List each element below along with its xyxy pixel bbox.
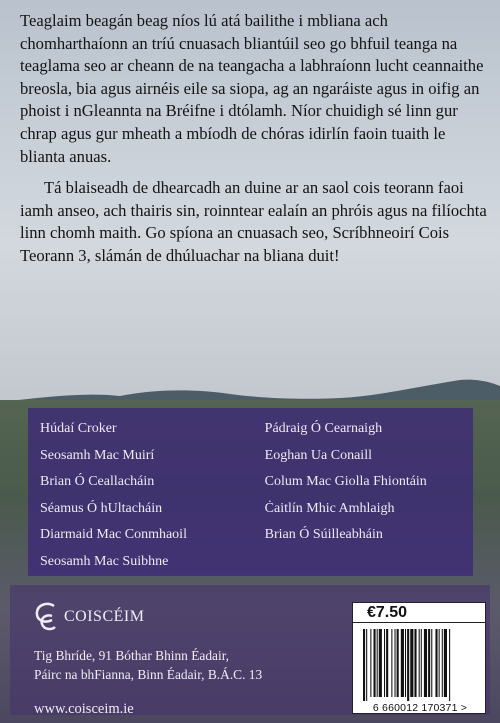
author-name: Brian Ó Ceallacháin [40, 474, 155, 489]
author-name: Ċaitlín Mhic Amhlaigh [264, 500, 395, 516]
publisher-address [34, 646, 334, 684]
author-column-right [265, 420, 460, 579]
barcode-bar [428, 629, 430, 697]
barcode-bar [370, 629, 371, 697]
author-name: Brian Ó Súilleabháin [264, 527, 383, 542]
publisher-info [34, 600, 334, 718]
barcode [352, 622, 486, 714]
author-column-left [40, 420, 265, 579]
blurb-paragraph-2: Tá blaiseadh de dhearcadh an duine ar an saol cois teorann faoi iamh anseo, ach thairis sin, roinntear ealaín an phróis agus na filíochta linn chomh maith. Go spíona an cnuasach seo, Scríbhneoirí Cois Teorann 3, slámán de dhúluachar na bliana duit! [20, 178, 487, 265]
barcode-bar [431, 629, 432, 697]
author-list [40, 420, 460, 579]
barcode-bar [414, 629, 416, 697]
publisher-logo-row [34, 600, 334, 634]
blurb-text [20, 10, 490, 268]
author-name: Diarmaid Mac Conmhaoil [40, 527, 187, 542]
barcode-bar [419, 629, 420, 697]
price-label: €7.50 [352, 602, 486, 622]
author-name: Séamus Ó hUltacháin [40, 500, 163, 516]
barcode-bar [379, 629, 382, 697]
address-line-1: Tig Bhríde, 91 Bóthar Bhinn Éadair, [34, 648, 229, 663]
barcode-bar [374, 629, 376, 697]
barcode-bar [444, 629, 447, 697]
barcode-bar [421, 629, 422, 697]
barcode-bar [442, 629, 443, 697]
barcode-bar [377, 629, 378, 697]
barcode-bar [449, 629, 450, 701]
author-name: Húdaí Croker [40, 421, 117, 436]
author-name: Seosamh Mac Suibhne [40, 553, 169, 569]
barcode-bar [424, 629, 427, 697]
author-name: Seosamh Mac Muirí [40, 447, 155, 463]
barcode-bar [397, 629, 399, 697]
publisher-name: COISCÉIM [64, 608, 145, 625]
address-line-2: Páirc na bhFianna, Binn Éadair, B.Á.C. 13 [34, 667, 263, 682]
author-name: Pádraig Ó Cearnaigh [264, 421, 383, 436]
coisceim-logo-icon [34, 602, 58, 632]
barcode-bar [405, 629, 406, 697]
barcode-bar [395, 629, 396, 697]
barcode-bar [363, 629, 365, 701]
barcode-bar [391, 629, 392, 697]
barcode-bar [401, 629, 404, 697]
barcode-bar [410, 629, 413, 697]
author-name: Colum Mac Giolla Fhiontáin [264, 474, 427, 489]
barcode-bars [363, 629, 477, 701]
barcode-bar [435, 629, 437, 697]
barcode-bar [386, 629, 388, 697]
barcode-bar [384, 629, 385, 697]
blurb-paragraph-1: Teaglaim beagán beag níos lú atá bailithe i mbliana ach chomharthaíonn an tríú cnuasach bliantúil seo go bhfuil teanga na teaglama seo ar cheann de na teangacha a labhraíonn lucht ceannaithe breosla, bia agus airnéis eile sa siopa, ag an ngaráiste agus in oifig an phoist i nGleannta na Bréifne i dtólamh. Níor chuidigh sé linn gur chrap agus gur mheath a mbíodh de chóras idirlín faoin tuaith le blianta anuas. [20, 11, 484, 166]
barcode-digits: 6 660012 170371 > [372, 702, 468, 714]
barcode-bar [366, 629, 367, 701]
barcode-bar [407, 629, 409, 701]
publisher-website-link[interactable]: www.coisceim.ie [34, 701, 134, 717]
barcode-bar [439, 629, 440, 697]
author-name: Eoghan Ua Conaill [264, 447, 372, 463]
